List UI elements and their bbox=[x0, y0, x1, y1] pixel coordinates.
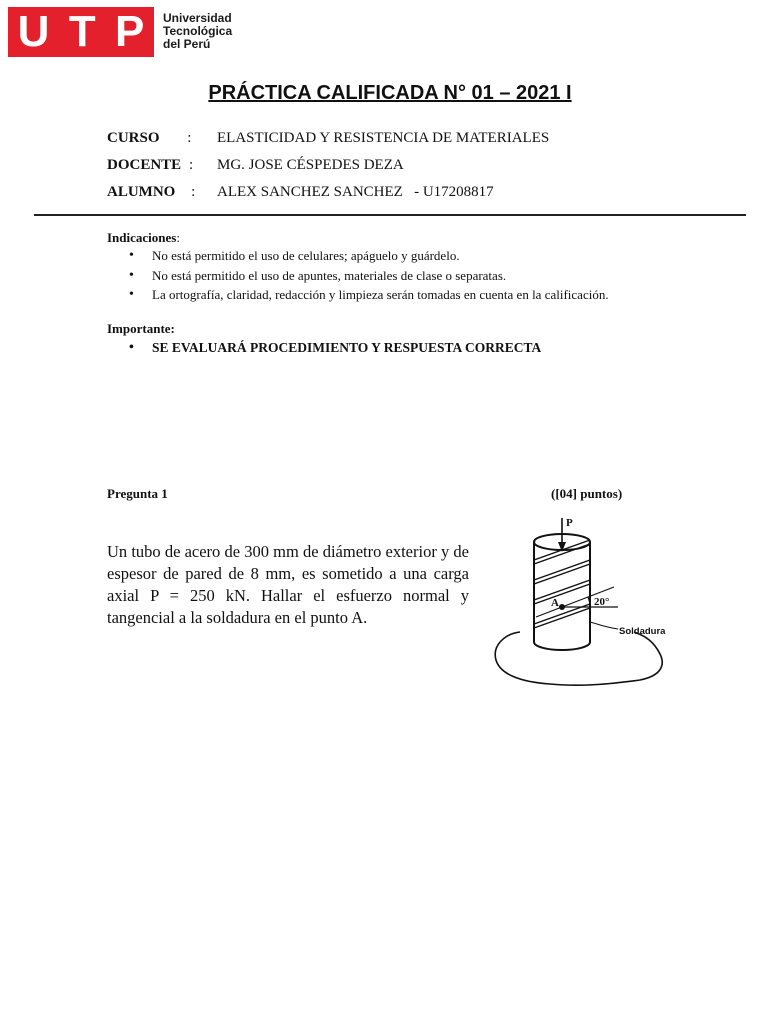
tube-bottom bbox=[534, 642, 590, 650]
logo-letter-u: U bbox=[17, 7, 50, 56]
alumno-colon: : bbox=[191, 184, 196, 200]
alumno-row bbox=[107, 184, 494, 201]
point-a-label: A bbox=[551, 597, 559, 609]
question-text: Un tubo de acero de 300 mm de diámetro exterior y de espesor de pared de 8 mm, es sometido a una carga axial P = 250 kN. Hallar el esfuerzo normal y tangencial a la soldadura en el punto A. bbox=[107, 542, 469, 627]
load-label: P bbox=[566, 517, 573, 529]
importante-section bbox=[107, 321, 541, 358]
question-label: Pregunta 1 bbox=[107, 486, 168, 501]
importante-heading: Importante: bbox=[107, 321, 175, 336]
university-name-line: Tecnológica bbox=[163, 24, 233, 38]
angle-label: 20° bbox=[594, 596, 610, 608]
header-divider bbox=[34, 214, 746, 216]
utp-logo bbox=[8, 7, 154, 57]
list-item: • SE EVALUARÁ PROCEDIMIENTO Y RESPUESTA CORRECTA bbox=[107, 338, 541, 358]
docente-value: MG. JOSE CÉSPEDES DEZA bbox=[217, 157, 404, 173]
curso-label: CURSO bbox=[107, 130, 160, 146]
indicaciones-list bbox=[107, 246, 609, 305]
curso-row bbox=[107, 130, 550, 147]
curso-value: ELASTICIDAD Y RESISTENCIA DE MATERIALES bbox=[217, 130, 550, 146]
list-item: • No está permitido el uso de apuntes, materiales de clase o separatas. bbox=[107, 266, 609, 286]
list-item: • La ortografía, claridad, redacción y limpieza serán tomadas en cuenta en la calificación. bbox=[107, 285, 609, 305]
importante-list bbox=[107, 338, 541, 358]
curso-colon: : bbox=[187, 130, 192, 146]
docente-label: DOCENTE bbox=[107, 157, 182, 173]
weld-label: Soldadura bbox=[619, 626, 666, 637]
alumno-label: ALUMNO bbox=[107, 184, 176, 200]
docente-row bbox=[107, 157, 404, 174]
alumno-value: ALEX SANCHEZ SANCHEZ - U17208817 bbox=[217, 184, 494, 200]
logo-letter-p: P bbox=[114, 7, 145, 56]
university-name bbox=[163, 12, 232, 51]
docente-colon: : bbox=[188, 157, 194, 173]
university-name-line: Universidad bbox=[163, 11, 232, 25]
welded-tube-figure bbox=[490, 514, 670, 690]
page-title: PRÁCTICA CALIFICADA N° 01 – 2021 I bbox=[208, 82, 572, 104]
indicaciones-heading: Indicaciones bbox=[107, 230, 177, 245]
weld-leader bbox=[590, 622, 618, 629]
university-name-line: del Perú bbox=[163, 37, 211, 51]
list-item: • No está permitido el uso de celulares; apáguelo y guárdelo. bbox=[107, 246, 609, 266]
logo-letter-t: T bbox=[68, 7, 96, 56]
question-points: ([04] puntos) bbox=[551, 486, 623, 501]
indicaciones-section bbox=[107, 230, 609, 305]
base-plate-outline bbox=[495, 632, 662, 685]
indicaciones-colon: : bbox=[176, 230, 180, 245]
